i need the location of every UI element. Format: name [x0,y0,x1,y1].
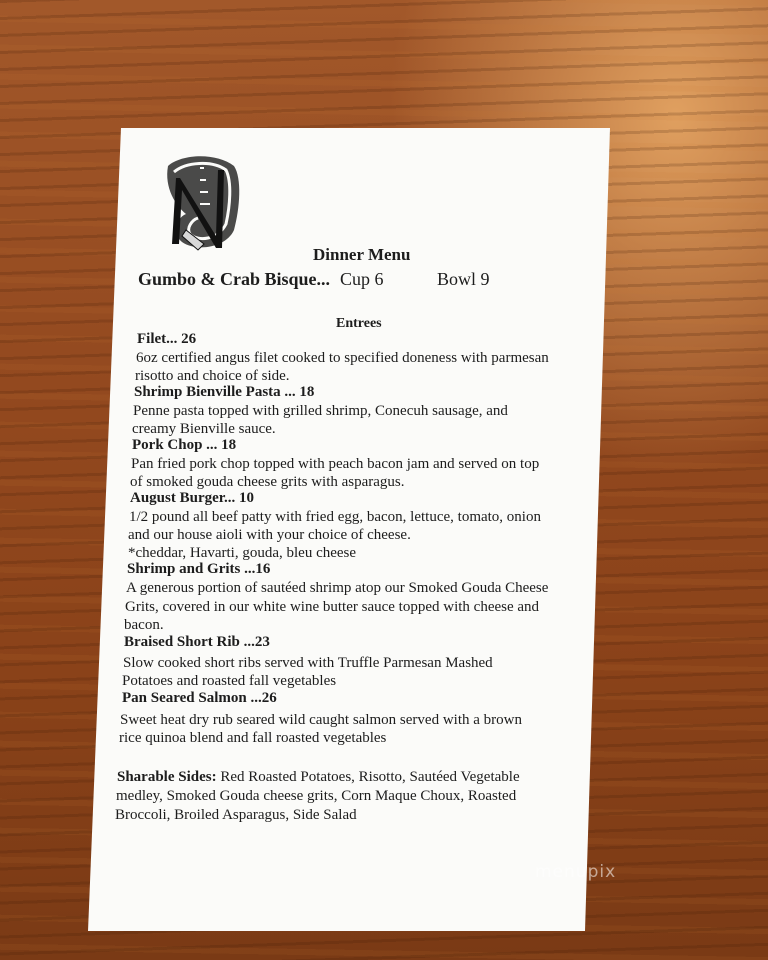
sides-text: Red Roasted Potatoes, Risotto, Sautéed Vegetable [220,769,520,785]
item-desc-line: creamy Bienville sauce. [132,421,276,437]
watermark: menupix [535,862,617,882]
item-desc-line: Potatoes and roasted fall vegetables [122,673,337,689]
item-desc-line: Grits, covered in our white wine butter sauce topped with cheese and [125,599,540,615]
item-name: Pan Seared Salmon ...26 [122,690,277,706]
sides-line: medley, Smoked Gouda cheese grits, Corn Maque Choux, Roasted [116,788,517,804]
item-name: Shrimp Bienville Pasta ... 18 [134,384,315,400]
item-name: Braised Short Rib ...23 [124,634,270,650]
sides-line [117,768,520,786]
item-desc-line: Slow cooked short ribs served with Truffle Parmesan Mashed [123,655,493,671]
item-name: Pork Chop ... 18 [132,437,237,453]
item-desc-line: Sweet heat dry rub seared wild caught salmon served with a brown [120,712,522,728]
item-desc-line: and our house aioli with your choice of cheese. [128,527,411,543]
section-heading: Entrees [336,316,382,331]
item-name: Filet... 26 [137,331,197,347]
item-desc-line: of smoked gouda cheese grits with asparagus. [130,474,405,490]
soup-name: Gumbo & Crab Bisque... [138,269,331,289]
soup-bowl-price: Bowl 9 [437,269,490,289]
sides-line: Broccoli, Broiled Asparagus, Side Salad [115,807,357,823]
item-desc-line: risotto and choice of side. [135,368,290,384]
item-desc-line: Pan fried pork chop topped with peach bacon jam and served on top [131,456,540,472]
item-desc-line: bacon. [124,617,164,633]
item-desc-line: 6oz certified angus filet cooked to specified doneness with parmesan [136,350,549,366]
item-desc-line: A generous portion of sautéed shrimp atop our Smoked Gouda Cheese [126,580,549,596]
item-desc-line: Penne pasta topped with grilled shrimp, Conecuh sausage, and [133,403,508,419]
soup-cup-price: Cup 6 [340,269,384,289]
item-desc-line: rice quinoa blend and fall roasted vegetables [119,730,387,746]
item-name: Shrimp and Grits ...16 [127,561,271,577]
item-desc-line: *cheddar, Havarti, gouda, bleu cheese [128,545,357,561]
item-name: August Burger... 10 [130,490,255,506]
menu-title: Dinner Menu [313,245,411,264]
restaurant-logo-icon [146,148,256,258]
sides-label: Sharable Sides: [117,769,217,785]
item-desc-line: 1/2 pound all beef patty with fried egg, bacon, lettuce, tomato, onion [129,509,541,525]
